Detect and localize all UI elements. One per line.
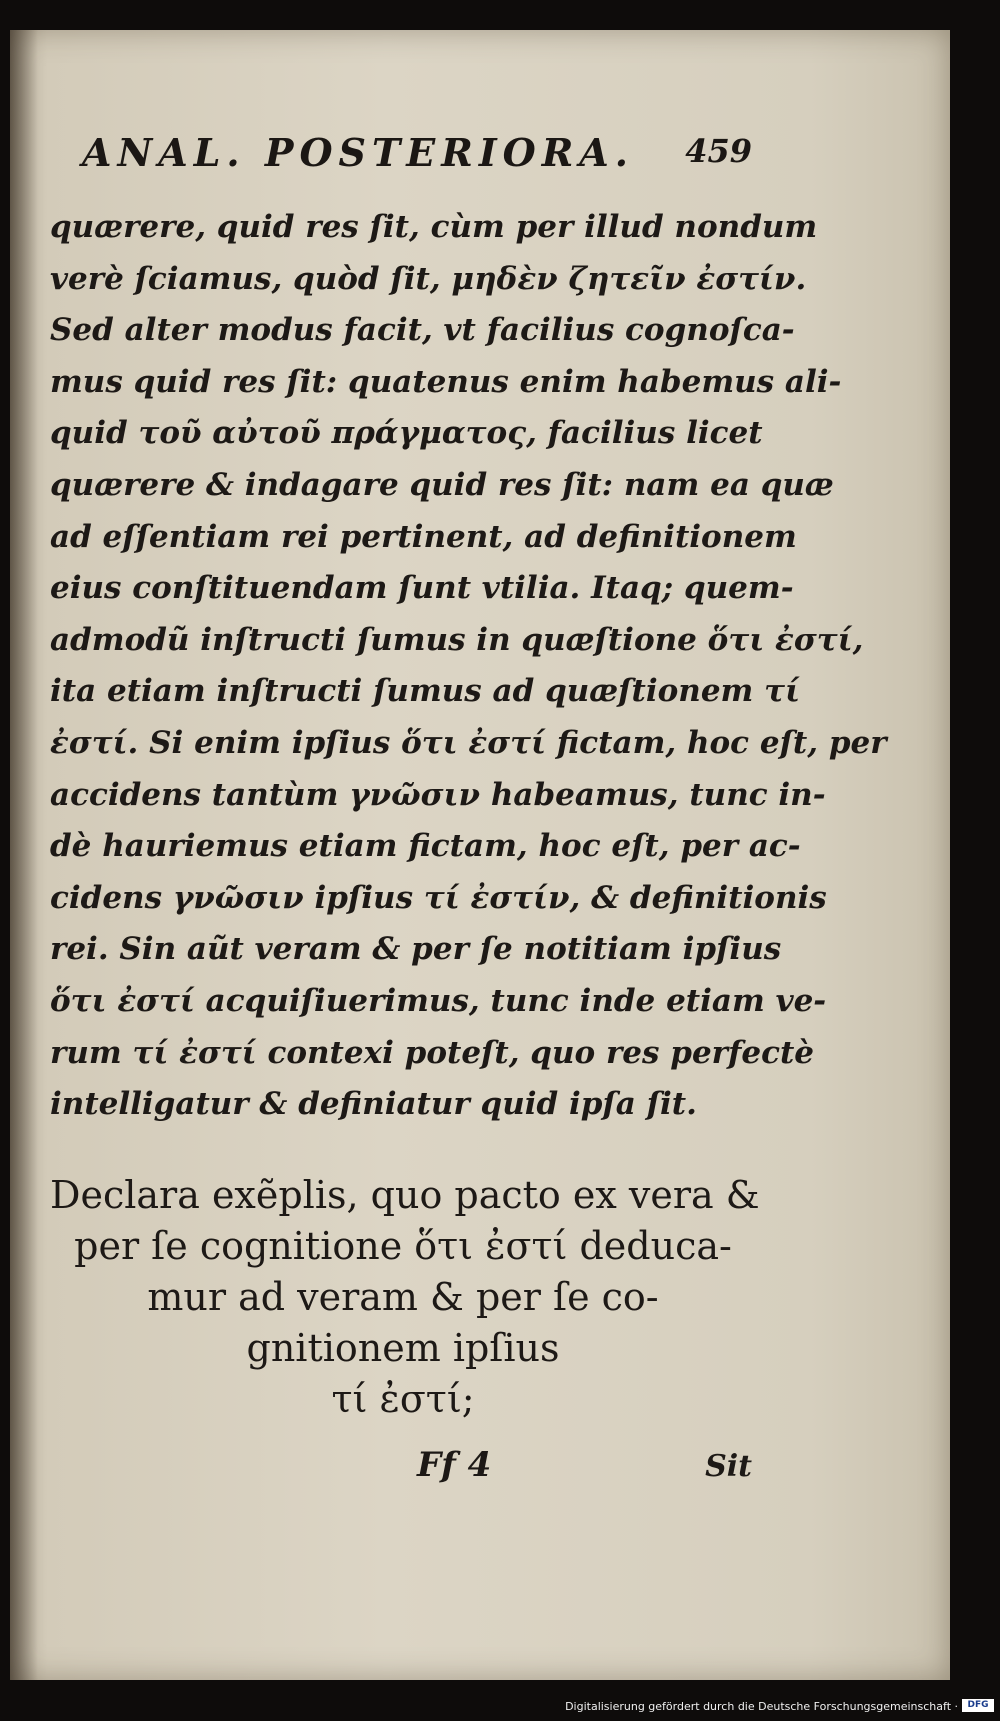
question-line: per ſe cognitione ὅτι ἐστί deduca- [74,1224,732,1268]
text-line: rum τί ἐστί contexi poteſt, quo res perfectè [50,1034,814,1071]
spine-shadow [10,30,38,1680]
body-paragraph [50,202,887,1131]
page-header [82,130,752,190]
text-line: quærere, quid res ſit, cùm per illud nondum [50,209,818,245]
signature-mark: Ff 4 [417,1445,492,1485]
text-line: ita etiam inſtructi ſumus ad quæſtionem τί [50,673,801,710]
question-line: τί ἐστί; [331,1377,475,1421]
book-page [10,30,950,1680]
text-line: accidens tantùm γνῶσιν habeamus, tunc in- [50,776,826,813]
question-line: Declara exẽplis, quo pacto ex vera & [50,1173,760,1217]
text-line: quærere & indagare quid res ſit: nam ea quæ [50,466,834,503]
question-line: gnitionem ipſius [246,1326,560,1370]
text-line: Sed alter modus facit, vt facilius cognoſca- [50,312,795,349]
text-line: dè hauriemus etiam fictam, hoc eſt, per ac- [50,828,801,865]
text-line: intelligatur & definiatur quid ipſa ſit. [50,1086,697,1123]
text-line: cidens γνῶσιν ipſius τί ἐστίν, & definitionis [50,879,827,916]
text-line: ἐστί. Si enim ipſius ὅτι ἐστί fictam, hoc eſt, per [50,724,887,761]
text-line: verè ſciamus, quòd ſit, μηδὲν ζητεῖν ἐστίν. [50,260,807,297]
text-line: ὅτι ἐστί acquiſiuerimus, tunc inde etiam ve- [50,982,827,1019]
page-number: 459 [685,132,752,170]
text-line: rei. Sin aũt veram & per ſe notitiam ipſius [50,931,782,968]
text-line: eius conſtituendam ſunt vtilia. Itaq; quem- [50,570,794,607]
text-line: quid τοῦ αὐτοῦ πράγματος, facilius licet [50,415,763,452]
question-heading [50,1170,760,1425]
text-line: ad eſſentiam rei pertinent, ad definitionem [50,518,797,555]
page-footer [82,1445,752,1495]
text-line: mus quid res ſit: quatenus enim habemus ali- [50,363,842,400]
text-line: admodũ inſtructi ſumus in quæſtione ὅτι ἐστί, [50,621,864,658]
running-head: ANAL. POSTERIORA. [82,130,634,175]
digitization-credit: Digitalisierung gefördert durch die Deutsche Forschungsgemeinschaft · [565,1700,958,1713]
question-line: mur ad veram & per ſe co- [147,1275,659,1319]
catchword: Sit [705,1449,752,1484]
dfg-logo: DFG [962,1699,994,1712]
